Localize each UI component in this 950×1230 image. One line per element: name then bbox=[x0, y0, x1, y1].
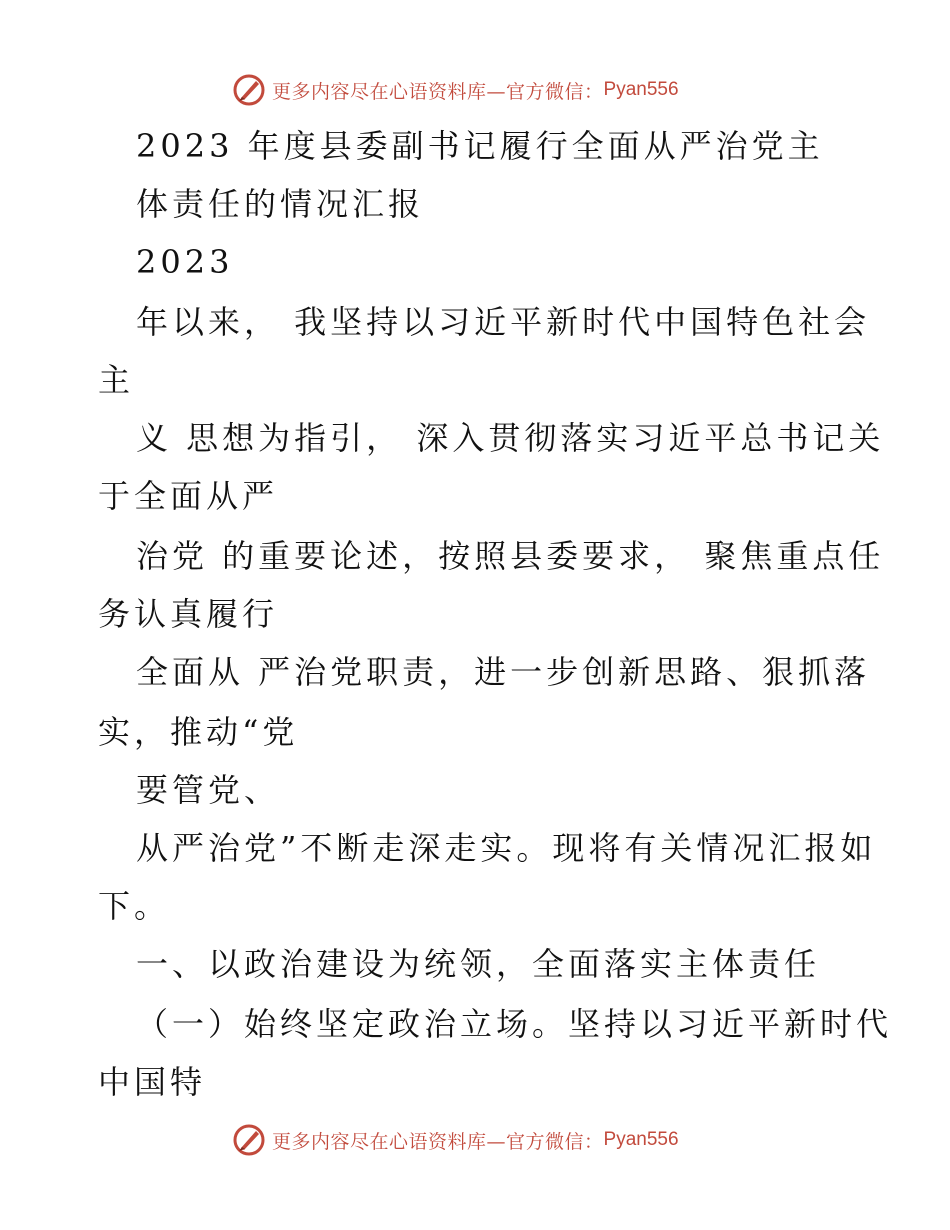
title-line-2: 体责任的情况汇报 bbox=[136, 185, 425, 223]
watermark-account: Pyan556 bbox=[603, 1129, 679, 1150]
body-line: 下。 bbox=[98, 887, 171, 925]
watermark-account: Pyan556 bbox=[603, 79, 679, 100]
body-line: 实，推动“党 bbox=[98, 713, 299, 751]
body-line: 于全面从严 bbox=[98, 477, 279, 515]
body-line: 主 bbox=[98, 361, 135, 399]
body-line: 全面从 严治党职责，进一步创新思路、狠抓落 bbox=[136, 653, 871, 691]
body-line: 务认真履行 bbox=[98, 595, 279, 633]
title-line-1: 2023 年度县委副书记履行全面从严治党主 bbox=[136, 127, 824, 165]
header-watermark-banner bbox=[232, 72, 712, 108]
footer-watermark-banner bbox=[232, 1122, 712, 1158]
body-line: 中国特 bbox=[98, 1063, 207, 1101]
body-line: 从严治党”不断走深走实。现将有关情况汇报如 bbox=[136, 829, 877, 867]
watermark-text: 更多内容尽在心语资料库—官方微信： bbox=[272, 1130, 604, 1153]
watermark-text: 更多内容尽在心语资料库—官方微信： bbox=[272, 80, 604, 103]
body-line: 2023 bbox=[136, 243, 234, 281]
quill-pen-logo-icon bbox=[232, 73, 266, 107]
body-line: 治党 的重要论述，按照县委要求， 聚焦重点任 bbox=[136, 537, 885, 575]
section-heading: 一、以政治建设为统领，全面落实主体责任 bbox=[136, 945, 821, 983]
body-line: 年以来， 我坚持以习近平新时代中国特色社会 bbox=[136, 303, 871, 341]
body-line: 义 思想为指引， 深入贯彻落实习近平总书记关 bbox=[136, 419, 885, 457]
body-line: 要管党、 bbox=[136, 771, 281, 809]
body-line: （一）始终坚定政治立场。坚持以习近平新时代 bbox=[136, 1005, 893, 1043]
quill-pen-logo-icon bbox=[232, 1123, 266, 1157]
